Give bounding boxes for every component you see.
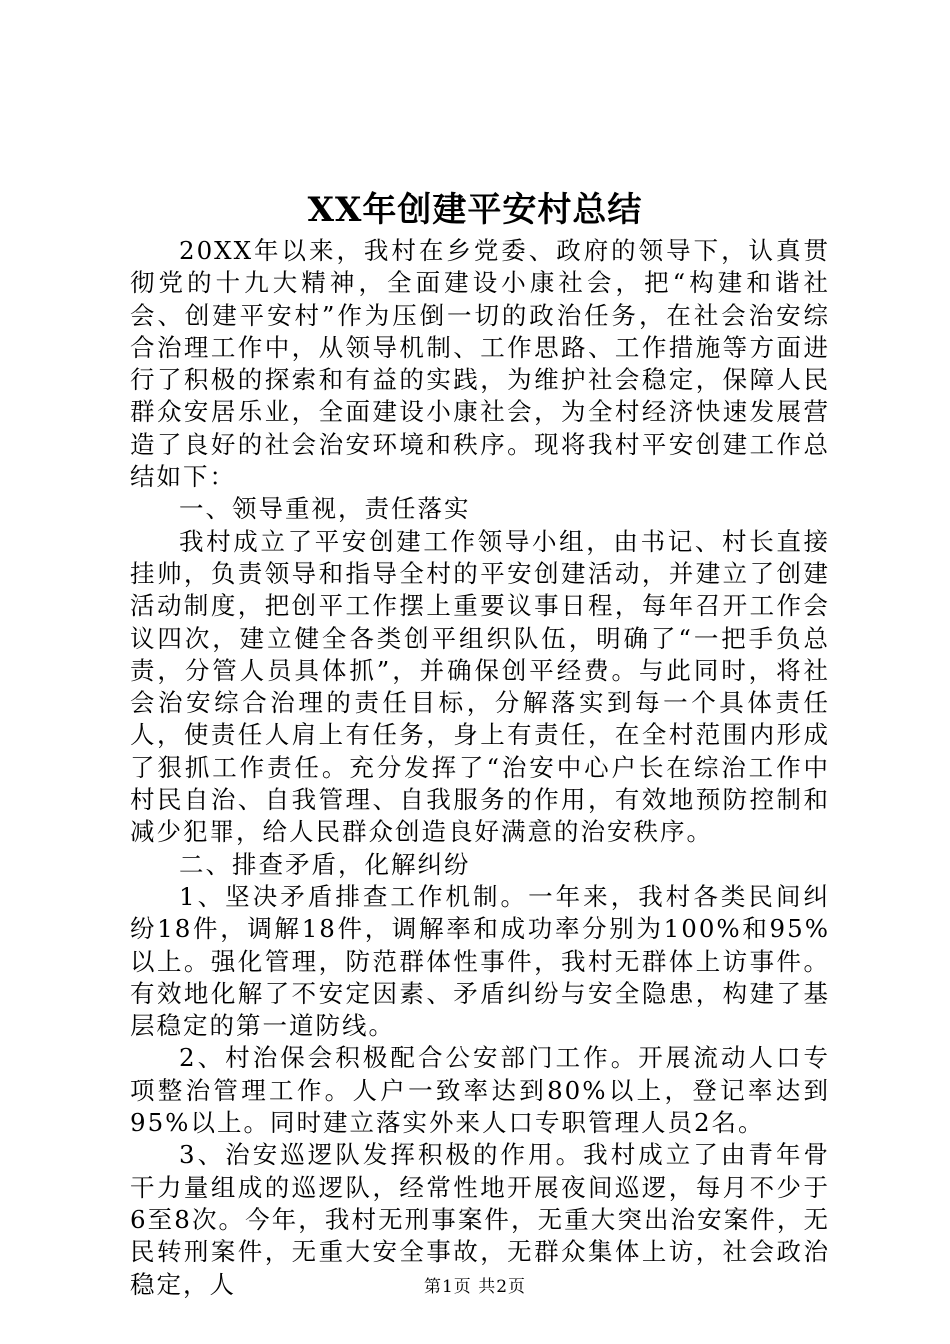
document-body xyxy=(130,235,830,1301)
paragraph-intro: 20XX年以来，我村在乡党委、政府的领导下，认真贯彻党的十九大精神，全面建设小康社会，把“构建和谐社会、创建平安村”作为压倒一切的政治任务，在社会治安综合治理工作中，从领导机制、工作思路、工作措施等方面进行了积极的探索和有益的实践，为维护社会稳定，保障人民群众安居乐业，全面建设小康社会，为全村经济快速发展营造了良好的社会治安环境和秩序。现将我村平安创建工作总结如下： xyxy=(130,236,830,492)
paragraph-section-1: 我村成立了平安创建工作领导小组，由书记、村长直接挂帅，负责领导和指导全村的平安创建活动，并建立了创建活动制度，把创平工作摆上重要议事日程，每年召开工作会议四次，建立健全各类创平组织队伍，明确了“一把手负总责，分管人员具体抓”，并确保创平经费。与此同时，将社会治安综合治理的责任目标，分解落实到每一个具体责任人，使责任人肩上有任务，身上有责任，在全村范围内形成了狠抓工作责任。充分发挥了“治安中心户长在综治工作中村民自治、自我管理、自我服务的作用，有效地预防控制和减少犯罪，给人民群众创造良好满意的治安秩序。 xyxy=(130,526,830,847)
page-footer: 第1页 共2页 xyxy=(423,1277,527,1297)
section-heading-1: 一、领导重视，责任落实 xyxy=(179,494,471,524)
paragraph-item-1: 1、坚决矛盾排查工作机制。一年来，我村各类民间纠纷18件，调解18件，调解率和成功率分别为100%和95%以上。强化管理，防范群体性事件，我村无群体上访事件。有效地化解了不安定因素、矛盾纠纷与安全隐患，构建了基层稳定的第一道防线。 xyxy=(130,881,830,1041)
paragraph-item-2: 2、村治保会积极配合公安部门工作。开展流动人口专项整治管理工作。人户一致率达到80%以上，登记率达到95%以上。同时建立落实外来人口专职管理人员2名。 xyxy=(130,1043,830,1138)
section-heading-2: 二、排查矛盾，化解纠纷 xyxy=(179,849,471,879)
paragraph-item-3: 3、治安巡逻队发挥积极的作用。我村成立了由青年骨干力量组成的巡逻队，经常性地开展夜间巡逻，每月不少于6至8次。今年，我村无刑事案件，无重大突出治安案件，无民转刑案件，无重大安全事故，无群众集体上访，社会政治稳定，人 xyxy=(130,1140,830,1299)
document-title: XX年创建平安村总结 xyxy=(307,190,643,230)
